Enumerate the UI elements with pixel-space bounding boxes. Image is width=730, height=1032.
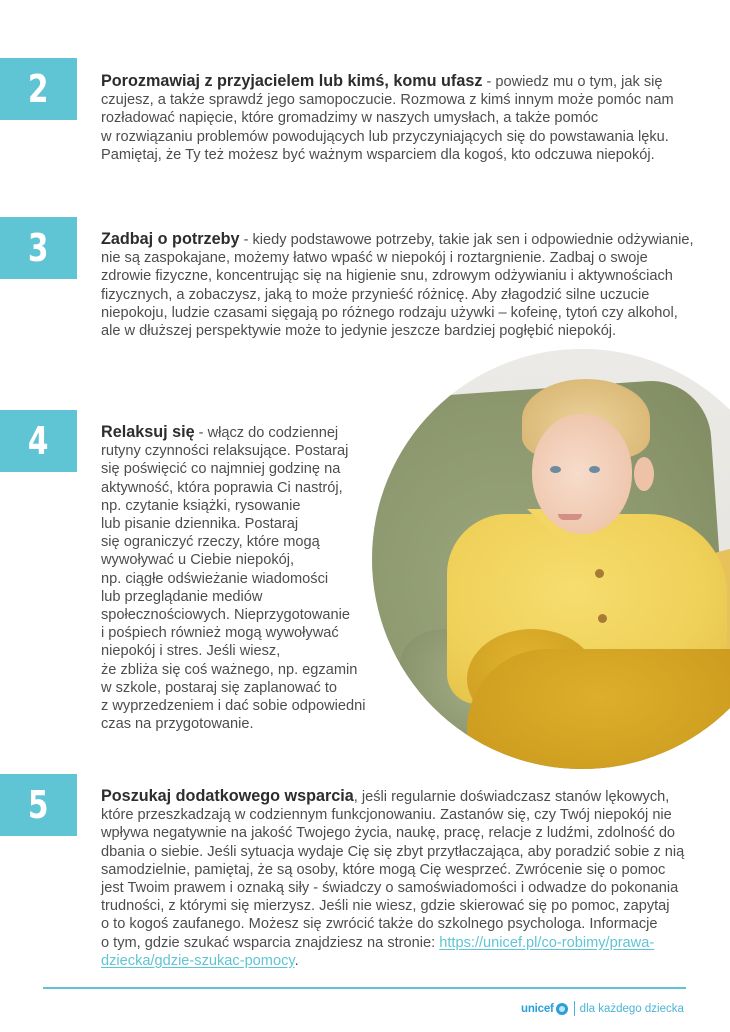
step-number-badge	[0, 410, 77, 472]
tip-paragraph: Zadbaj o potrzeby - kiedy podstawowe potrzeby, takie jak sen i odpowiednie odżywianie, nie są zaspokajane, możemy łatwo wpaść w niepokój i roztargnienie. Zadbaj o swoje zdrowie fizyczne, koncentrując się na higienie snu, zdrowym odżywianiu i aktywnościach fizycznych, a zobaczysz, jaką to może przynieść różnicę. Aby złagodzić silne uczucie niepokoju, ludzie czasami sięgają po różnego rodzaju używki – kofeinę, tytoń czy alkohol, ale w dłuższej perspektywie może to jedynie jeszcze bardziej pogłębić niepokój.	[101, 230, 694, 340]
step-number: 3	[28, 226, 49, 270]
tip-paragraph: Porozmawiaj z przyjacielem lub kimś, komu ufasz - powiedz mu o tym, jak się czujesz, a także sprawdź jego samopoczucie. Rozmowa z kimś innym może pomóc nam rozładować napięcie, które gromadzimy w naszych umysłach, a także pomóc w rozwiązaniu problemów powodujących lub przyczyniających się do powstawania lęku. Pamiętaj, że Ty też możesz być ważnym wsparciem dla kogoś, kto odczuwa niepokój.	[101, 72, 674, 163]
tip-title: Relaksuj się	[101, 423, 195, 441]
brand-tagline: dla każdego dziecka	[579, 1002, 684, 1015]
step-number-badge	[0, 58, 77, 120]
step-number: 5	[28, 783, 49, 827]
tip-paragraph: Relaksuj się - włącz do codziennej rutyny czynności relaksujące. Postaraj się poświęcić co najmniej godzinę na aktywność, która poprawia Ci nastrój, np. czytanie książki, rysowanie lub pisanie dziennika. Postaraj się ograniczyć rzeczy, które mogą wywoływać u Ciebie niepokój, np. ciągłe odświeżanie wiadomości lub przeglądanie mediów społecznościowych. Nieprzygotowanie i pośpiech również mogą wywoływać niepokój i stres. Jeśli wiesz, że zbliża się coś ważnego, np. egzamin w szkole, postaraj się zaplanować to z wyprzedzeniem i dać sobie odpowiedni czas na przygotowanie.	[101, 423, 366, 733]
tip-title: Zadbaj o potrzeby	[101, 230, 240, 248]
step-number-badge	[0, 217, 77, 279]
footer-divider	[43, 987, 686, 989]
unicef-logo: unicef	[521, 1002, 554, 1015]
footer-brand	[521, 1001, 684, 1016]
help-link-continued[interactable]: dziecka/gdzie-szukac-pomocy	[101, 952, 295, 969]
tip-title: Poszukaj dodatkowego wsparcia	[101, 787, 354, 805]
step-number-badge	[0, 774, 77, 836]
tip-paragraph: Poszukaj dodatkowego wsparcia, jeśli regularnie doświadczasz stanów lękowych, które przeszkadzają w codziennym funkcjonowaniu. Zastanów się, czy Twój niepokój nie wpływa negatywnie na jakość Twojego życia, naukę, pracę, relacje z ludźmi, zdolność do dbania o siebie. Jeśli sytuacja wydaje Cię się zbyt przytłaczająca, aby poradzić sobie z nią samodzielnie, pamiętaj, że są osoby, które mogą Cię wesprzeć. Zwrócenie się o pomoc jest Twoim prawem i oznaką siły - świadczy o samoświadomości i odwadze do pokonania trudności, z którymi się mierzysz. Jeśli nie wiesz, gdzie skierować się po pomoc, zapytaj o to kogoś zaufanego. Możesz się zwrócić także do szkolnego psychologa. Informacje o tym, gdzie szukać wsparcia znajdziesz na stronie: https://unicef.pl/co-robimy/prawa- dziecka/gdzie-szukac-pomocy.	[101, 787, 685, 969]
help-link[interactable]: https://unicef.pl/co-robimy/prawa-	[439, 934, 655, 951]
brand-separator	[574, 1001, 575, 1016]
globe-icon	[556, 1003, 568, 1015]
step-number: 2	[28, 67, 49, 111]
tip-title: Porozmawiaj z przyjacielem lub kimś, komu ufasz	[101, 72, 483, 90]
child-photo	[372, 349, 730, 769]
step-number: 4	[28, 419, 49, 463]
